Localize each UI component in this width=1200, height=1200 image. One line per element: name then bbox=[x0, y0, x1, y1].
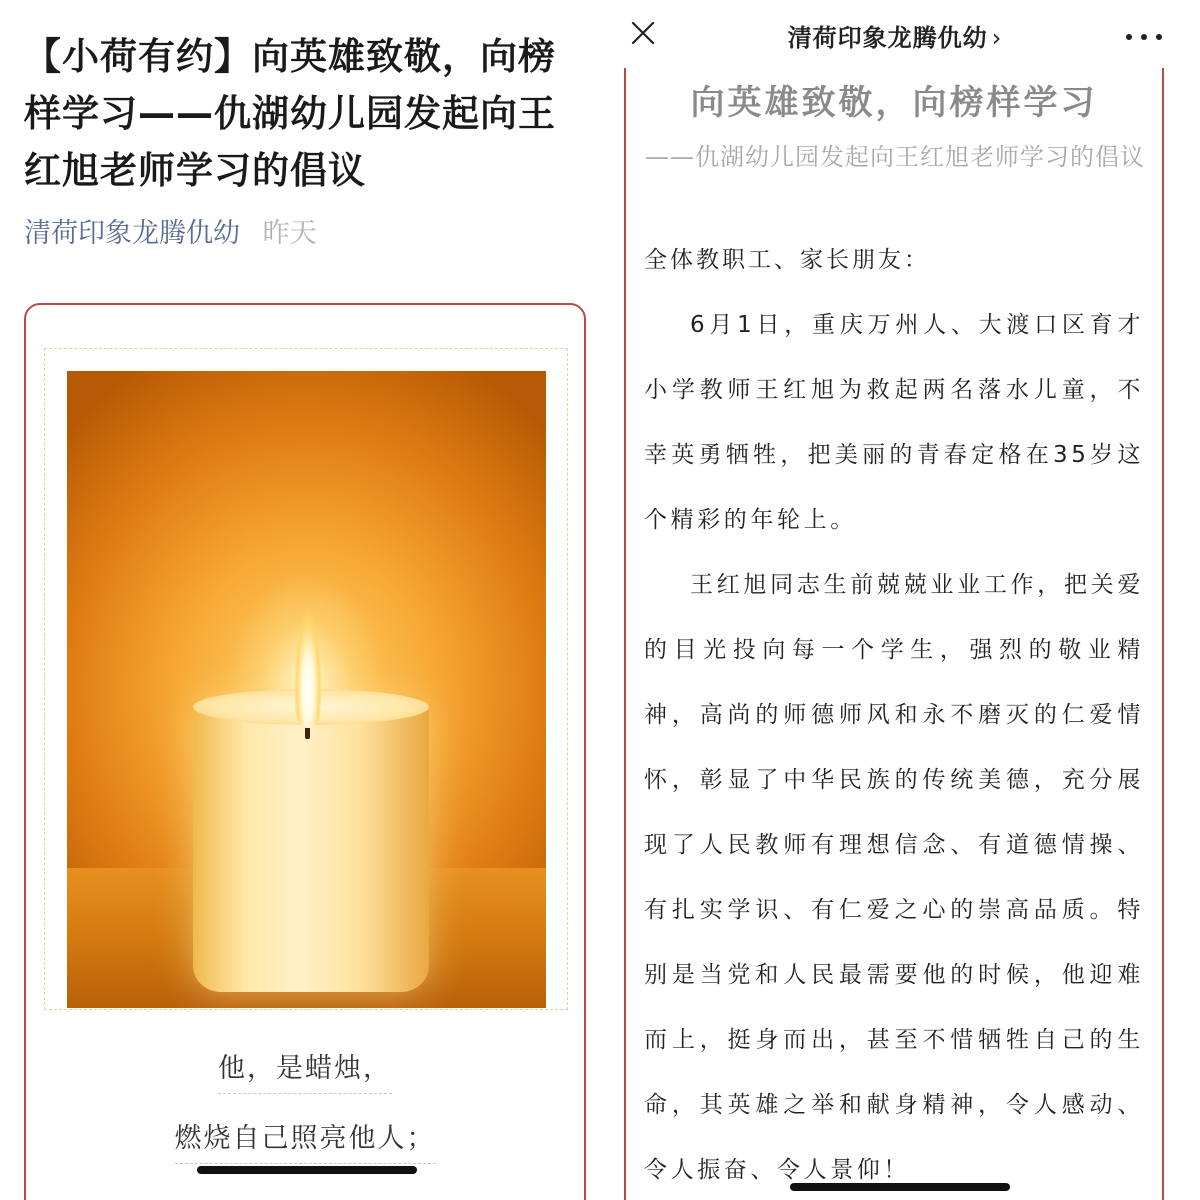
article-title: 【小荷有约】向英雄致敬，向榜样学习——仇湖幼儿园发起向王红旭老师学习的倡议 bbox=[24, 35, 556, 192]
right-article-panel bbox=[600, 0, 1200, 1200]
home-indicator[interactable] bbox=[790, 1183, 1010, 1191]
poem-line: 他，是蜡烛， bbox=[24, 1046, 586, 1094]
candle-body bbox=[193, 696, 429, 992]
article-meta bbox=[24, 214, 317, 254]
body-paragraph: 王红旭同志生前兢兢业业工作，把关爱的目光投向每一个学生，强烈的敬业精神，高尚的师德师风和永不磨灭的仁爱情怀，彰显了中华民族的传统美德，充分展现了人民教师有理想信念、有道德情操、有扎实学识、有仁爱之心的崇高品质。特别是当党和人民最需要他的时候，他迎难而上，挺身而出，甚至不惜牺牲自己的生命，其英雄之举和献身精神，令人感动、令人振奋、令人景仰！ bbox=[644, 572, 1144, 1183]
more-icon[interactable] bbox=[1126, 34, 1162, 40]
chevron-right-icon: › bbox=[991, 24, 1003, 52]
frame-border-right bbox=[1162, 68, 1164, 1200]
nav-bar bbox=[600, 0, 1200, 68]
article-heading: 向英雄致敬，向榜样学习 bbox=[690, 83, 1098, 123]
candle-photo[interactable] bbox=[67, 371, 546, 1008]
nav-title-text: 清荷印象龙腾仇幼 bbox=[787, 24, 988, 52]
body-paragraph: 6月1日，重庆万州人、大渡口区育才小学教师王红旭为救起两名落水儿童，不幸英勇牺牲，把美丽的青春定格在35岁这个精彩的年轮上。 bbox=[644, 312, 1144, 533]
nav-account-title[interactable] bbox=[600, 18, 1190, 53]
article-subheading: ——仇湖幼儿园发起向王红旭老师学习的倡议 bbox=[645, 143, 1145, 171]
account-name-link[interactable]: 清荷印象龙腾仇幼 bbox=[24, 218, 240, 249]
poem-line: 燃烧自己照亮他人； bbox=[24, 1116, 586, 1164]
salutation: 全体教职工、家长朋友： bbox=[644, 247, 930, 273]
article-body bbox=[644, 293, 1144, 1200]
publish-date: 昨天 bbox=[262, 218, 317, 249]
frame-border-left bbox=[624, 68, 626, 1200]
home-indicator[interactable] bbox=[197, 1166, 417, 1174]
